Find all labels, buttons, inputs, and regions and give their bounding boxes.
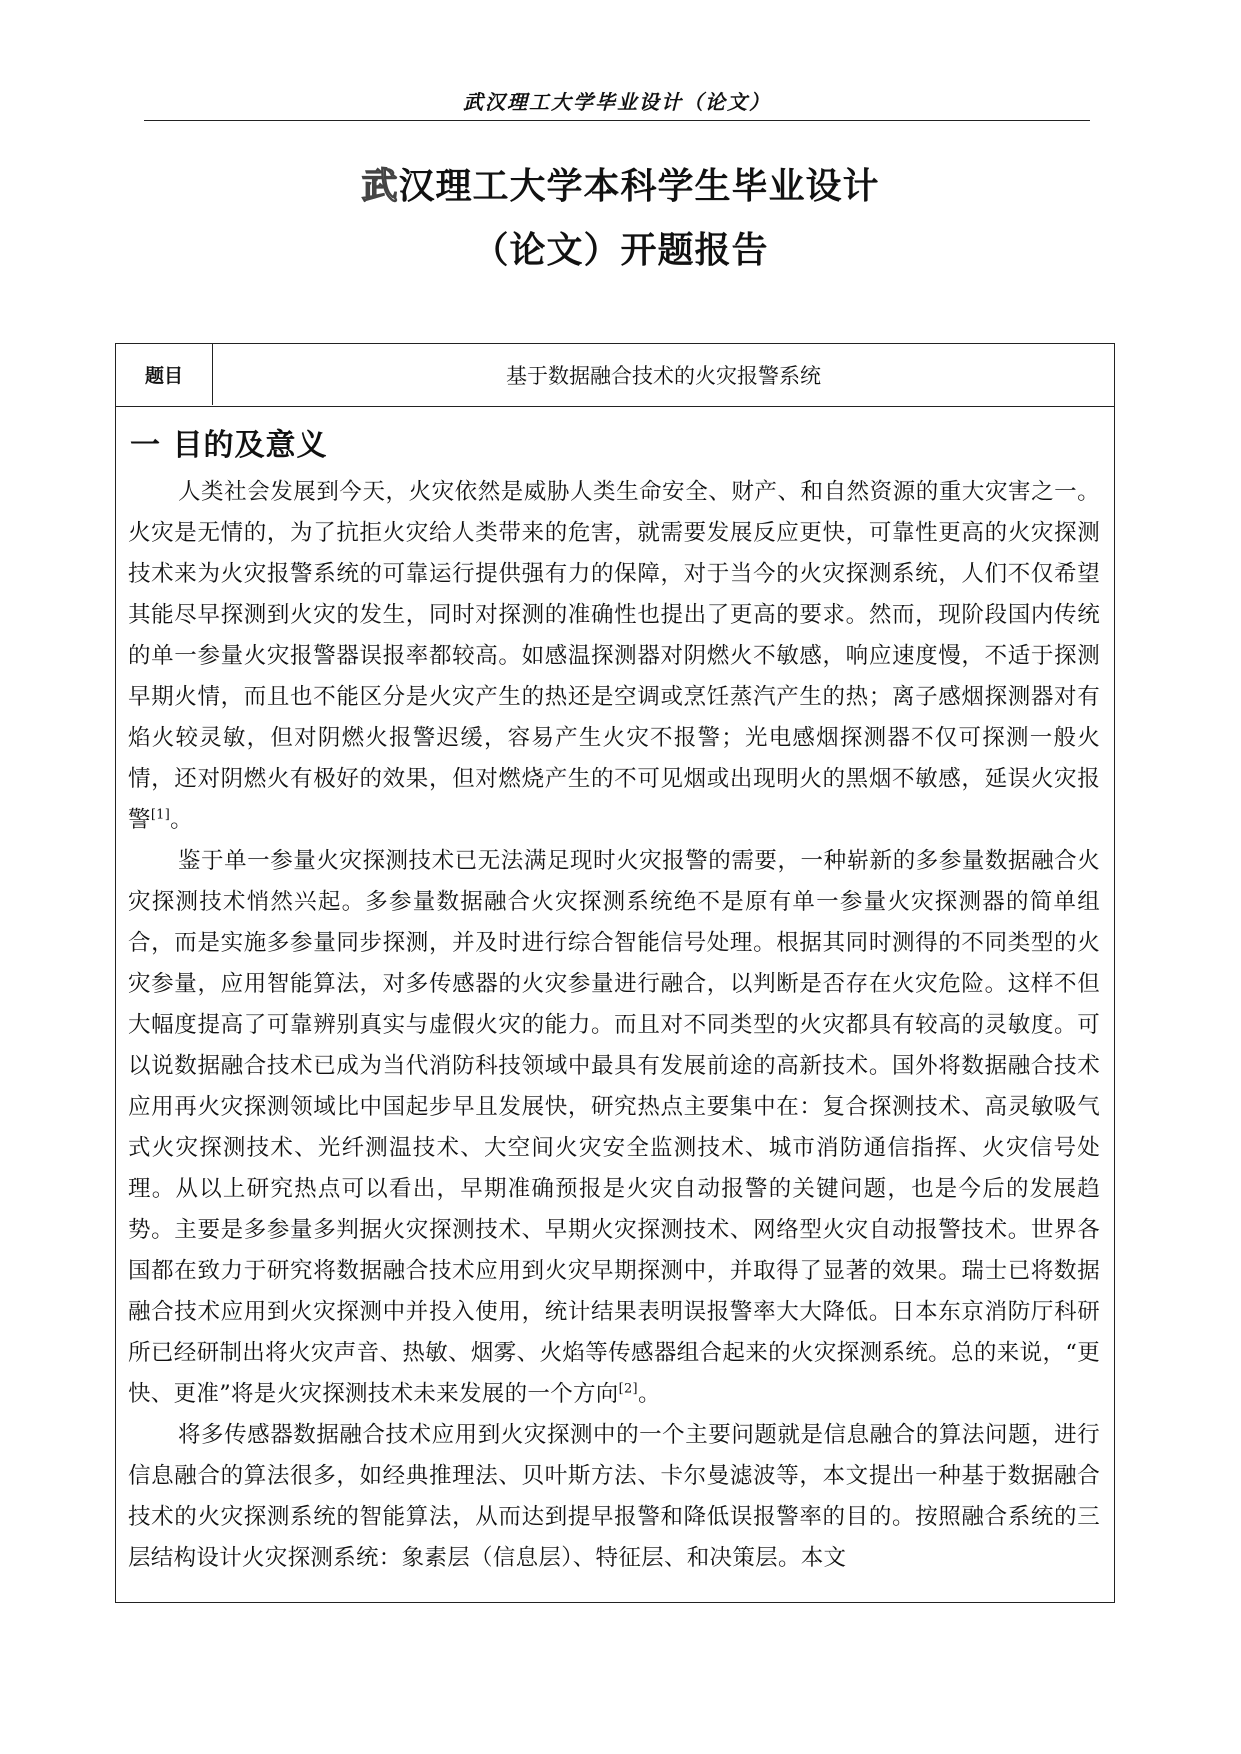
citation-ref: [1] (150, 807, 171, 823)
title-first-char: 武 (361, 165, 399, 207)
paragraph-1-text: 人类社会发展到今天，火灾依然是威胁人类生命安全、财产、和自然资源的重大灾害之一。火灾是无情的，为了抗拒火灾给人类带来的危害，就需要发展反应更快，可靠性更高的火灾探测技术来为火灾报警系统的可靠运行提供强有力的保障，对于当今的火灾探测系统，人们不仅希望其能尽早探测到火灾的发生，同时对探测的准确性也提出了更高的要求。然而，现阶段国内传统的单一参量火灾报警器误报率都较高。如感温探测器对阴燃火不敏感，响应速度慢，不适于探测早期火情，而且也不能区分是火灾产生的热还是空调或烹饪蒸汽产生的热；离子感烟探测器对有焰火较灵敏，但对阴燃火报警迟缓，容易产生火灾不报警；光电感烟探测器不仅可探测一般火情，还对阴燃火有极好的效果，但对燃烧产生的不可见烟或出现明火的黑烟不敏感，延误火灾报警 (128, 479, 1100, 833)
title-line-1-text: 汉理工大学本科学生毕业设计 (398, 165, 880, 207)
section-heading: 一 目的及意义 (130, 428, 328, 463)
topic-value: 基于数据融合技术的火灾报警系统 (506, 363, 821, 388)
citation-ref: [2] (618, 1381, 638, 1397)
running-header: 武汉理工大学毕业设计（论文） (463, 90, 771, 114)
paragraph-3 (128, 1415, 1100, 1579)
paragraph-2-text: 鉴于单一参量火灾探测技术已无法满足现时火灾报警的需要，一种崭新的多参量数据融合火灾探测技术悄然兴起。多参量数据融合火灾探测系统绝不是原有单一参量火灾探测器的简单组合，而是实施多参量同步探测，并及时进行综合智能信号处理。根据其同时测得的不同类型的火灾参量，应用智能算法，对多传感器的火灾参量进行融合，以判断是否存在火灾危险。这样不但大幅度提高了可靠辨别真实与虚假火灾的能力。而且对不同类型的火灾都具有较高的灵敏度。可以说数据融合技术已成为当代消防科技领域中最具有发展前途的高新技术。国外将数据融合技术应用再火灾探测领域比中国起步早且发展快，研究热点主要集中在：复合探测技术、高灵敏吸气式火灾探测技术、光纤测温技术、大空间火灾安全监测技术、城市消防通信指挥、火灾信号处理。从以上研究热点可以看出，早期准确预报是火灾自动报警的关键问题，也是今后的发展趋势。主要是多参量多判据火灾探测技术、早期火灾探测技术、网络型火灾自动报警技术。世界各国都在致力于研究将数据融合技术应用到火灾早期探测中，并取得了显著的效果。瑞士已将数据融合技术应用到火灾探测中并投入使用，统计结果表明误报警率大大降低。日本东京消防厅科研所已经研制出将火灾声音、热敏、烟雾、火焰等传感器组合起来的火灾探测系统。总的来说，“更快、更准”将是火灾探测技术未来发展的一个方向 (128, 848, 1100, 1407)
paragraph-1 (128, 472, 1100, 841)
paragraph-2-end: 。 (637, 1381, 661, 1407)
topic-label: 题目 (116, 344, 213, 405)
section-content (128, 420, 1100, 1579)
paragraph-2 (128, 841, 1100, 1415)
header-rule (144, 120, 1090, 121)
document-title-line-2: （论文）开题报告 (472, 229, 769, 271)
topic-row (116, 344, 1114, 407)
paragraph-1-end: 。 (170, 807, 193, 833)
document-title-line-1 (0, 158, 1241, 209)
proposal-form-table (115, 343, 1115, 1603)
paragraph-3-text: 将多传感器数据融合技术应用到火灾探测中的一个主要问题就是信息融合的算法问题，进行信息融合的算法很多，如经典推理法、贝叶斯方法、卡尔曼滤波等，本文提出一种基于数据融合技术的火灾探测系统的智能算法，从而达到提早报警和降低误报警率的目的。按照融合系统的三层结构设计火灾探测系统：象素层（信息层）、特征层、和决策层。本文 (128, 1422, 1100, 1571)
